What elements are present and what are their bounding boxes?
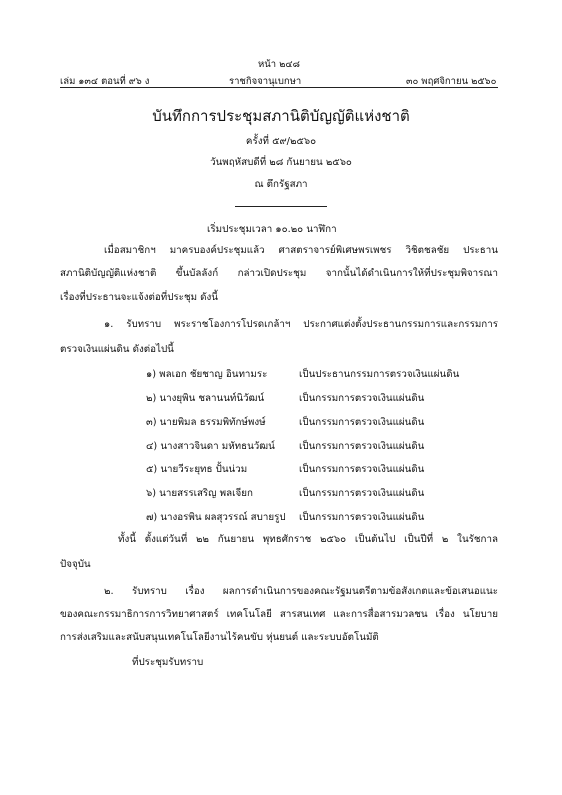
appointee-role: เป็นกรรมการตรวจเงินแผ่นดิน xyxy=(299,512,425,523)
meeting-venue: ณ ตึกรัฐสภา xyxy=(254,179,308,190)
item2-line-3: การส่งเสริมและสนับสนุนเทคโนโลยีงานไร้คนขับ หุ่นยนต์ และระบบอัตโนมัติ xyxy=(60,632,379,643)
appointee-role: เป็นกรรมการตรวจเงินแผ่นดิน xyxy=(299,441,425,452)
appointee-name: ๑) พลเอก ชัยชาญ อินทามระ xyxy=(146,369,268,380)
meeting-date: วันพฤหัสบดีที่ ๒๘ กันยายน ๒๕๖๐ xyxy=(210,157,352,168)
appointee-name: ๗) นางอรพิน ผลสุวรรณ์ สบายรูป xyxy=(146,512,286,523)
intro-line-1: เมื่อสมาชิกฯ มาครบองค์ประชุมแล้ว ศาสตราจารย์พิเศษพรเพชร วิชิตชลชัย ประธาน xyxy=(104,245,498,256)
appointee-role: เป็นกรรมการตรวจเงินแผ่นดิน xyxy=(299,393,425,404)
item2-line-1: ๒. รับทราบ เรื่อง ผลการดำเนินการของคณะรัฐมนตรีตามข้อสังเกตและข้อเสนอแนะ xyxy=(104,586,498,597)
page-number: หน้า ๒๔๘ xyxy=(258,59,300,70)
effective-line-2: ปัจจุบัน xyxy=(60,559,91,570)
appointee-role: เป็นกรรมการตรวจเงินแผ่นดิน xyxy=(299,417,425,428)
volume-issue: เล่ม ๑๓๔ ตอนที่ ๙๖ ง xyxy=(60,76,150,87)
session-number: ครั้งที่ ๕๙/๒๕๖๐ xyxy=(245,136,317,147)
appointee-name: ๖) นายสรรเสริญ พลเจียก xyxy=(146,488,253,499)
start-time: เริ่มประชุมเวลา ๑๐.๒๐ นาฬิกา xyxy=(207,224,337,235)
intro-line-2: สภานิติบัญญัติแห่งชาติ ขึ้นบัลลังก์ กล่าวเปิดประชุม จากนั้นได้ดำเนินการให้ที่ประชุมพิจารณา xyxy=(60,268,498,279)
gazette-name: ราชกิจจานุเบกษา xyxy=(229,76,302,87)
appointee-name: ๔) นางสาวจินดา มหัทธนวัฒน์ xyxy=(146,441,275,452)
appointee-name: ๓) นายพิมล ธรรมพิทักษ์พงษ์ xyxy=(146,417,266,428)
gazette-date: ๓๐ พฤศจิกายน ๒๕๖๐ xyxy=(406,76,497,87)
intro-line-3: เรื่องที่ประธานจะแจ้งต่อที่ประชุม ดังนี้ xyxy=(60,292,219,303)
document-title: บันทึกการประชุมสภานิติบัญญัติแห่งชาติ xyxy=(152,107,410,125)
item1-line-1: ๑. รับทราบ พระราชโองการโปรดเกล้าฯ ประกาศแต่งตั้งประธานกรรมการและกรรมการ xyxy=(104,319,498,330)
appointee-role: เป็นกรรมการตรวจเงินแผ่นดิน xyxy=(299,488,425,499)
appointee-name: ๕) นายวีระยุทธ ปั้นน่วม xyxy=(146,464,248,475)
title-divider xyxy=(235,206,327,207)
effective-line-1: ทั้งนี้ ตั้งแต่วันที่ ๒๒ กันยายน พุทธศักราช ๒๕๖๐ เป็นต้นไป เป็นปีที่ ๒ ในรัชกาล xyxy=(118,534,498,545)
appointee-role: เป็นกรรมการตรวจเงินแผ่นดิน xyxy=(299,464,425,475)
acknowledged-note: ที่ประชุมรับทราบ xyxy=(132,657,204,668)
appointee-name: ๒) นางยุพิน ชลานนท์นิวัฒน์ xyxy=(146,393,265,404)
item2-line-2: ของคณะกรรมาธิการการวิทยาศาสตร์ เทคโนโลยี สารสนเทศ และการสื่อสารมวลชน เรื่อง นโยบาย xyxy=(60,609,498,620)
item1-line-2: ตรวจเงินแผ่นดิน ดังต่อไปนี้ xyxy=(60,344,174,355)
appointee-role: เป็นประธานกรรมการตรวจเงินแผ่นดิน xyxy=(299,369,460,380)
header-divider xyxy=(60,87,498,88)
